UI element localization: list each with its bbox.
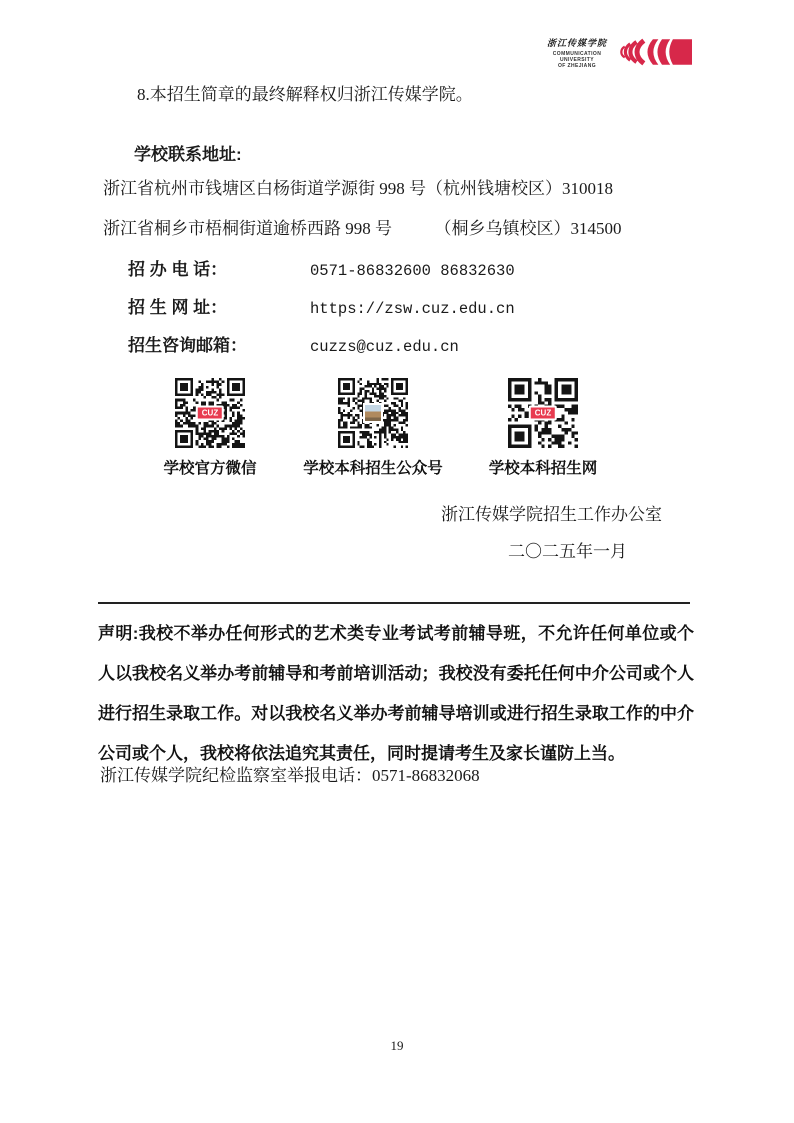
signature-date: 二〇二五年一月 (508, 542, 627, 561)
phone-value: 0571-86832600 86832630 (310, 262, 515, 280)
campus-address-hangzhou: 浙江省杭州市钱塘区白杨街道学源街 998 号（杭州钱塘校区）310018 (103, 179, 613, 198)
qr-undergrad-admission-site (488, 378, 598, 477)
website-label: 招 生 网 址： (128, 298, 228, 317)
building-photo-badge (363, 403, 383, 423)
cuz-badge: CUZ (529, 406, 557, 421)
email-value: cuzzs@cuz.edu.cn (310, 338, 459, 356)
discipline-report-phone-line: 浙江传媒学院纪检监察室举报电话：0571-86832068 (100, 766, 480, 785)
website-url: https://zsw.cuz.edu.cn (310, 300, 515, 318)
clause-8-text: 8.本招生简章的最终解释权归浙江传媒学院。 (137, 85, 473, 104)
admission-website-line (128, 293, 515, 318)
campus-address-tongxiang: 浙江省桐乡市梧桐街道逾桥西路 998 号 （桐乡乌镇校区）314500 (103, 219, 622, 238)
declaration-paragraph: 声明:我校不举办任何形式的艺术类专业考试考前辅导班，不允许任何单位或个人以我校名义举办考前辅导和考前培训活动；我校没有委托任何中介公司或个人进行招生录取工作。对以我校名义举办考前辅导培训或进行招生录取工作的中介公司或个人，我校将依法追究其责任，同时提请考生及家长谨防上当。 (98, 624, 694, 763)
university-logo (546, 30, 692, 74)
qr-undergrad-admission-account (303, 378, 443, 477)
signature-office: 浙江传媒学院招生工作办公室 (441, 505, 662, 524)
contact-address-heading: 学校联系地址: (134, 145, 242, 164)
soundwave-logo-icon (612, 36, 692, 68)
logo-text-block (546, 36, 608, 69)
qr-label: 学校本科招生网 (488, 460, 598, 477)
phone-label: 招 办 电 话： (128, 260, 228, 279)
cuz-badge: CUZ (196, 406, 224, 421)
qr-label: 学校官方微信 (163, 460, 257, 477)
admission-email-line (128, 331, 459, 356)
qr-wechat-official (163, 378, 257, 477)
qr-label: 学校本科招生公众号 (303, 460, 443, 477)
section-divider (98, 602, 690, 604)
logo-chinese-name: 浙江传媒学院 (546, 38, 607, 49)
admission-phone-line (128, 255, 515, 280)
page-number: 19 (390, 1038, 404, 1053)
logo-english-name: COMMUNICATION UNIVERSITY OF ZHEJIANG (552, 50, 602, 69)
email-label: 招生咨询邮箱： (128, 336, 247, 355)
